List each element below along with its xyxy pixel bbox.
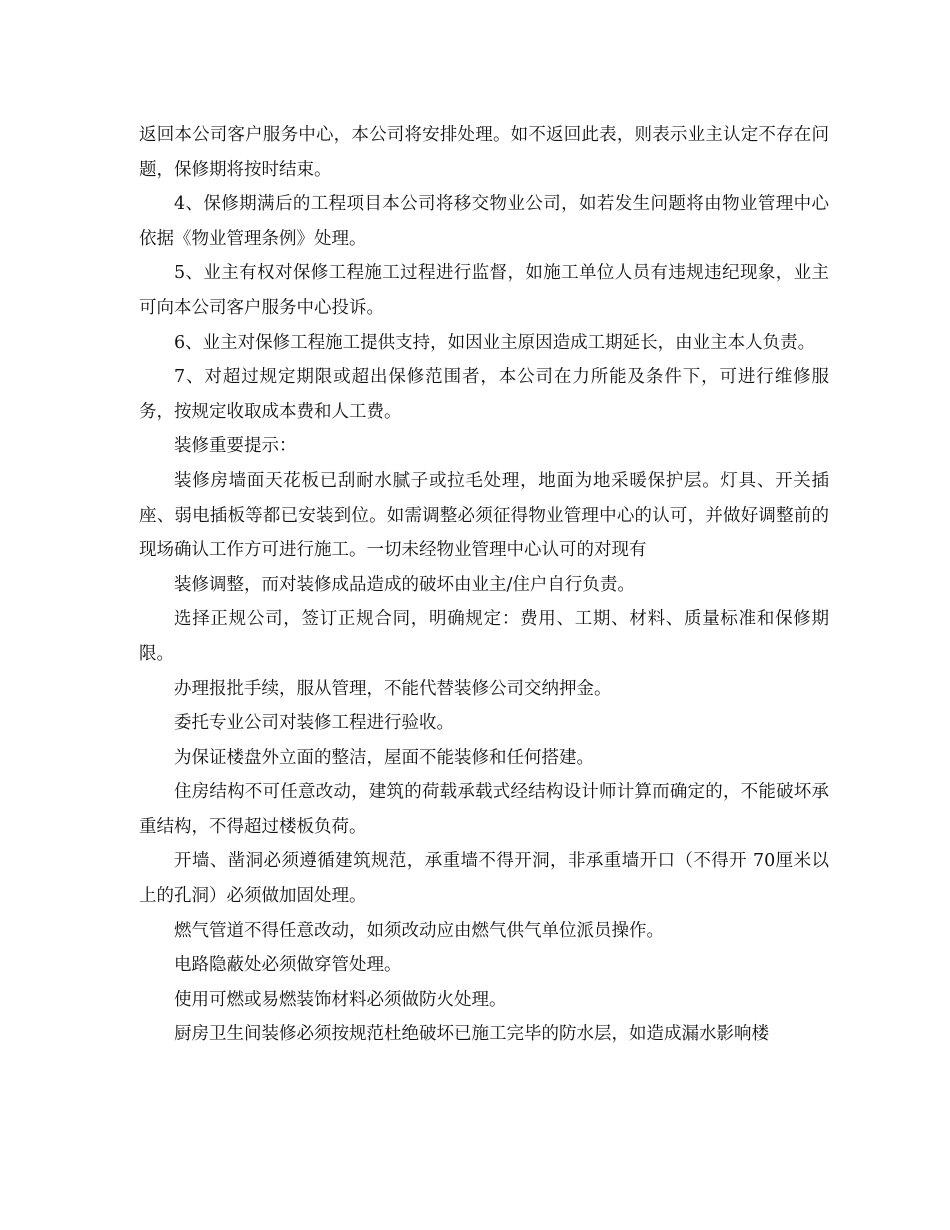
paragraph-renovation-adjustment: 装修调整，而对装修成品造成的破坏由业主/住户自行负责。 (174, 574, 635, 595)
paragraph-waterproofing: 厨房卫生间装修必须按规范杜绝破坏已施工完毕的防水层，如造成漏水影响楼 (174, 1024, 769, 1045)
paragraph-acceptance-inspection: 委托专业公司对装修工程进行验收。 (174, 713, 454, 734)
paragraph-facade-roof: 为保证楼盘外立面的整洁，屋面不能装修和任何搭建。 (174, 747, 594, 768)
paragraph-gas-pipes: 燃气管道不得任意改动，如须改动应由燃气供气单位派员操作。 (174, 920, 664, 941)
paragraph-electrical-conduit: 电路隐蔽处必须做穿管处理。 (174, 955, 402, 976)
paragraph-wall-openings: 开墙、凿洞必须遵循建筑规范，承重墙不得开洞，非承重墙开口（不得开 70厘米以上的孔洞）必须做加固处理。 (139, 851, 829, 907)
paragraph-choose-company: 选择正规公司，签订正规合同，明确规定：费用、工期、材料、质量标准和保修期限。 (139, 609, 829, 664)
paragraph-return-form: 返回本公司客户服务中心，本公司将安排处理。如不返回此表，则表示业主认定不存在问题，保修期将按时结束。 (139, 125, 829, 180)
paragraph-item-7: 7、对超过规定期限或超出保修范围者，本公司在力所能及条件下，可进行维修服务，按规定收取成本费和人工费。 (139, 367, 829, 422)
paragraph-structure: 住房结构不可任意改动，建筑的荷载承载式经结构设计师计算而确定的，不能破坏承重结构，不得超过楼板负荷。 (139, 782, 829, 837)
paragraph-item-5: 5、业主有权对保修工程施工过程进行监督，如施工单位人员有违规违纪现象，业主可向本公司客户服务中心投诉。 (139, 263, 829, 318)
document-body (139, 118, 829, 1052)
paragraph-approval-procedures: 办理报批手续，服从管理，不能代替装修公司交纳押金。 (174, 678, 612, 699)
paragraph-item-6: 6、业主对保修工程施工提供支持，如因业主原因造成工期延长，由业主本人负责。 (174, 332, 816, 353)
section-heading-renovation-tips: 装修重要提示： (174, 436, 297, 457)
paragraph-item-4: 4、保修期满后的工程项目本公司将移交物业公司，如若发生问题将由物业管理中心依据《物业管理条例》处理。 (139, 194, 829, 249)
paragraph-fireproofing: 使用可燃或易燃装饰材料必须做防火处理。 (174, 989, 507, 1010)
paragraph-walls-ceilings: 装修房墙面天花板已刮耐水腻子或拉毛处理，地面为地采暖保护层。灯具、开关插座、弱电插板等都已安装到位。如需调整必须征得物业管理中心的认可，并做好调整前的现场确认工作方可进行施工。一切未经物业管理中心认可的对现有 (139, 470, 829, 561)
